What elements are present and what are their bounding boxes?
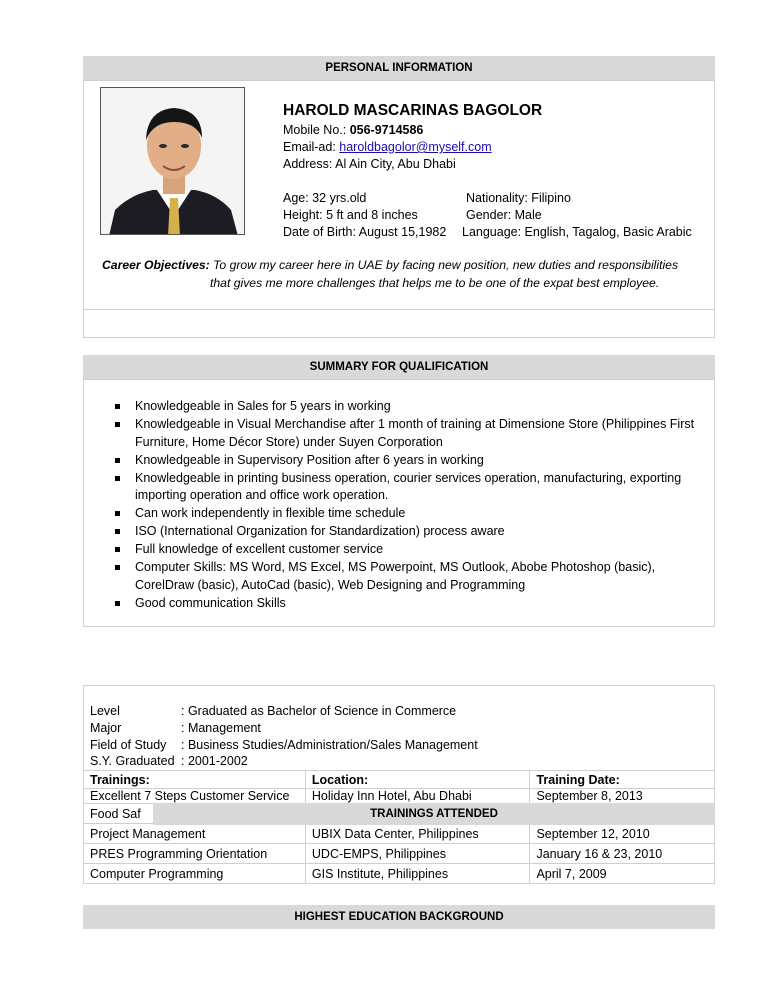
person-name: HAROLD MASCARINAS BAGOLOR xyxy=(283,102,543,119)
section-header-personal xyxy=(83,56,715,80)
career-label: Career Objectives: xyxy=(102,258,210,272)
personal-info-footer xyxy=(83,309,715,338)
section-header-summary xyxy=(83,355,715,379)
list-item-text: Knowledgeable in Supervisory Position after 6 years in working xyxy=(135,452,484,467)
height-line: Height: 5 ft and 8 inches xyxy=(283,208,418,222)
list-item-text: Full knowledge of excellent customer service xyxy=(135,542,384,557)
email-line xyxy=(283,140,492,154)
edu-major-row xyxy=(90,720,478,737)
table-cell: Excellent 7 Steps Customer Service xyxy=(84,789,306,804)
edu-value: : Graduated as Bachelor of Science in Commerce xyxy=(181,704,457,718)
edu-sy-row xyxy=(90,753,478,770)
list-item xyxy=(108,452,708,470)
table-cell: Food Saf xyxy=(84,804,306,824)
table-cell: September 12, 2010 xyxy=(530,824,715,844)
list-item xyxy=(108,416,708,451)
career-text-2: that gives me more challenges that helps me to be one of the expat best employee. xyxy=(210,275,660,290)
edu-field-row xyxy=(90,737,478,754)
email-link[interactable]: haroldbagolor@myself.com xyxy=(339,140,492,154)
edu-value: : Management xyxy=(181,720,261,735)
table-cell: GIS Institute, Philippines xyxy=(305,864,530,884)
list-item xyxy=(108,559,708,594)
edu-value: : Business Studies/Administration/Sales Management xyxy=(181,737,478,752)
career-objectives xyxy=(102,257,702,292)
bullet-icon xyxy=(115,422,120,427)
language-line: Language: English, Tagalog, Basic Arabic xyxy=(462,225,692,239)
dob-line: Date of Birth: August 15,1982 xyxy=(283,225,447,239)
table-row xyxy=(84,844,715,864)
bullet-icon xyxy=(115,547,120,552)
list-item-text: Computer Skills: MS Word, MS Excel, MS Powerpoint, MS Outlook, Abobe Photoshop (basic), CorelDraw (basic), AutoCad (basic), Web Designing and Programming xyxy=(135,560,656,592)
bullet-icon xyxy=(115,458,120,463)
mobile-label: Mobile No.: xyxy=(283,123,350,137)
list-item xyxy=(108,398,708,416)
qualification-list xyxy=(108,398,708,613)
education-details xyxy=(90,703,478,770)
table-cell: Project Management xyxy=(84,824,306,844)
trainings-table xyxy=(83,770,715,884)
table-cell: April 7, 2009 xyxy=(530,864,715,884)
list-item-text: Can work independently in flexible time schedule xyxy=(135,506,406,521)
list-item xyxy=(108,595,708,613)
email-label: Email-ad: xyxy=(283,140,340,154)
bullet-icon xyxy=(115,529,120,534)
bullet-icon xyxy=(115,511,120,516)
table-cell: Holiday Inn Hotel, Abu Dhabi xyxy=(305,789,530,804)
table-cell: UBIX Data Center, Philippines xyxy=(305,824,530,844)
section-title: PERSONAL INFORMATION xyxy=(325,62,473,74)
edu-key: S.Y. Graduated xyxy=(90,754,175,769)
address-line: Address: Al Ain City, Abu Dhabi xyxy=(283,157,456,171)
edu-level-row xyxy=(90,703,478,720)
table-row xyxy=(84,789,715,804)
list-item-text: Good communication Skills xyxy=(135,595,286,610)
table-cell: UDC-EMPS, Philippines xyxy=(305,844,530,864)
edu-key: Major xyxy=(90,720,122,735)
column-header: Trainings: xyxy=(84,771,306,789)
list-item-text: ISO (International Organization for Standardization) process aware xyxy=(135,524,505,539)
list-item-text: Knowledgeable in Sales for 5 years in working xyxy=(135,399,391,413)
column-header: Location: xyxy=(305,771,530,789)
table-cell: PRES Programming Orientation xyxy=(84,844,306,864)
table-header-row xyxy=(84,771,715,789)
gender-line: Gender: Male xyxy=(466,208,542,222)
section-title: SUMMARY FOR QUALIFICATION xyxy=(309,361,489,373)
mobile-line xyxy=(283,123,423,137)
section-header-education xyxy=(83,905,715,929)
edu-key: Field of Study xyxy=(90,737,167,752)
table-cell: Computer Programming xyxy=(84,864,306,884)
section-title: HIGHEST EDUCATION BACKGROUND xyxy=(294,911,504,923)
table-cell: January 16 & 23, 2010 xyxy=(530,844,715,864)
list-item xyxy=(108,541,708,559)
section-header-trainings xyxy=(153,803,715,825)
edu-key: Level xyxy=(90,704,120,718)
list-item xyxy=(108,523,708,541)
section-title: TRAININGS ATTENDED xyxy=(370,808,498,820)
table-row xyxy=(84,864,715,884)
list-item xyxy=(108,505,708,523)
profile-photo xyxy=(100,87,245,235)
age-line: Age: 32 yrs.old xyxy=(283,191,367,205)
column-header: Training Date: xyxy=(530,771,715,789)
list-item-text: Knowledgeable in Visual Merchandise after 1 month of training at Dimensione Store (Philippines First Furniture, Home Décor Store) under Suyen Corporation xyxy=(135,416,695,449)
nationality-line: Nationality: Filipino xyxy=(466,191,571,205)
table-cell: September 8, 2013 xyxy=(530,789,715,804)
bullet-icon xyxy=(115,404,120,409)
mobile-number: 056-9714586 xyxy=(349,123,424,137)
list-item xyxy=(108,470,708,505)
bullet-icon xyxy=(115,601,120,606)
bullet-icon xyxy=(115,476,120,481)
table-row xyxy=(84,824,715,844)
bullet-icon xyxy=(115,565,120,570)
career-text-1: To grow my career here in UAE by facing new position, new duties and responsibilities xyxy=(209,258,679,272)
list-item-text: Knowledgeable in printing business operation, courier services operation, manufacturing, exporting importing operation and office work operation. xyxy=(135,470,682,503)
edu-value: : 2001-2002 xyxy=(181,754,248,769)
